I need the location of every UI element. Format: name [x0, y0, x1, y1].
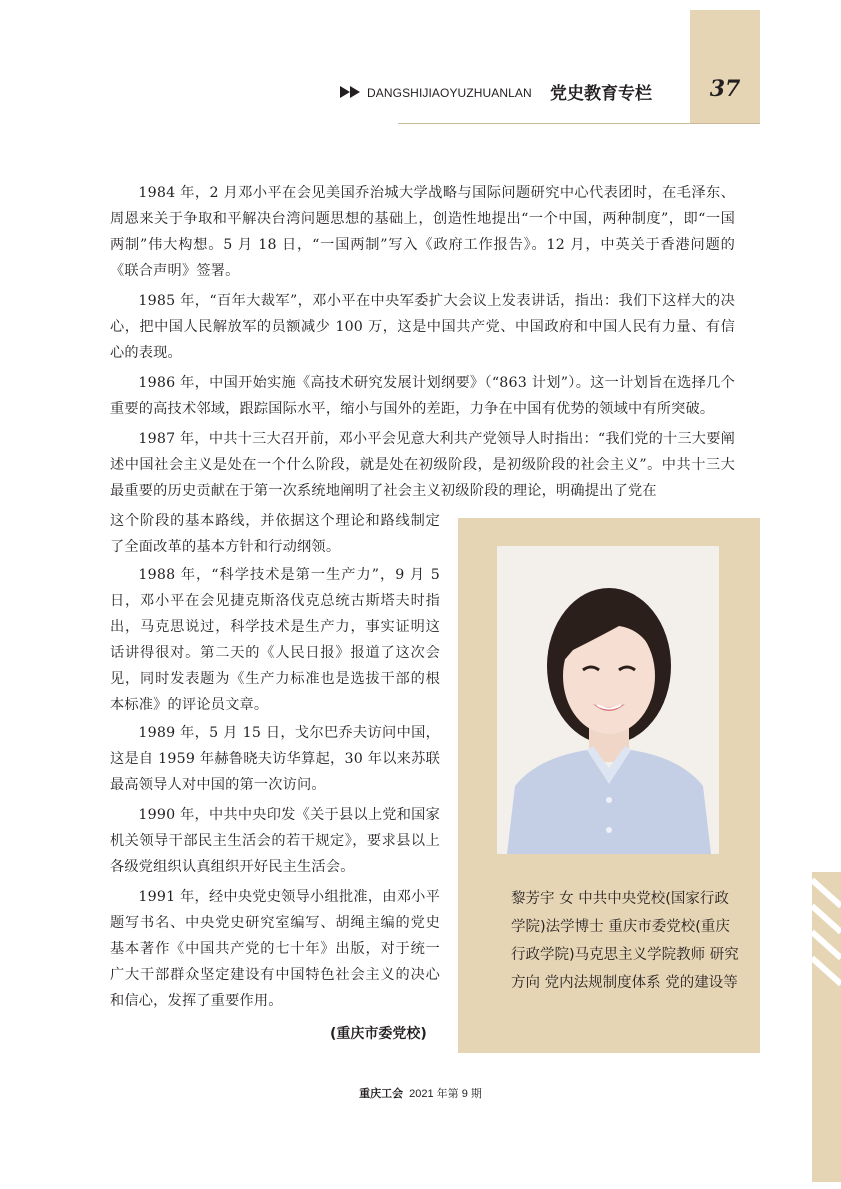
author-photo	[497, 546, 719, 854]
paragraph-1984: 1984 年，2 月邓小平在会见美国乔治城大学战略与国际问题研究中心代表团时，在毛泽东、周恩来关于争取和平解决台湾问题思想的基础上，创造性地提出“一个中国，两种制度”，即“一国两制”伟大构想。5 月 18 日，“一国两制”写入《政府工作报告》。12 月，中英关于香港问题的《联合声明》签署。	[110, 185, 735, 279]
paragraph-1989: 1989 年，5 月 15 日，戈尔巴乔夫访问中国，这是自 1959 年赫鲁晓夫访华算起，30 年以来苏联最高领导人对中国的第一次访问。	[110, 725, 440, 793]
paragraph-1987-continued: 这个阶段的基本路线，并依据这个理论和路线制定了全面改革的基本方针和行动纲领。	[110, 513, 440, 555]
header-divider	[398, 123, 760, 124]
paragraph-1990: 1990 年，中共中央印发《关于县以上党和国家机关领导干部民主生活会的若干规定》，要求县以上各级党组织认真组织开好民主生活会。	[110, 807, 440, 875]
footer	[0, 1085, 841, 1101]
footer-magazine-name: 重庆工会	[359, 1087, 404, 1100]
footer-issue: 2021 年第 9 期	[409, 1088, 482, 1100]
page-tab	[690, 10, 760, 123]
paragraph-1991: 1991 年，经中央党史领导小组批准，由邓小平题写书名、中央党史研究室编写、胡绳主编的党史基本著作《中国共产党的七十年》出版，对于统一广大干部群众坚定建设有中国特色社会主义的决心和信心，发挥了重要作用。	[110, 889, 440, 1009]
decorative-stripe-bar	[812, 872, 841, 1182]
paragraph-1986: 1986 年，中国开始实施《高技术研究发展计划纲要》（“863 计划”）。这一计划旨在选择几个重要的高技术邻域，跟踪国际水平，缩小与国外的差距，力争在中国有优势的领域中有所突破。	[110, 375, 735, 417]
header-pinyin: DANGSHIJIAOYUZHUANLAN	[367, 86, 532, 100]
paragraph-1987: 1987 年，中共十三大召开前，邓小平会见意大利共产党领导人时指出：“我们党的十三大要阐述中国社会主义是处在一个什么阶段，就是处在初级阶段，是初级阶段的社会主义”。中共十三大最重要的历史贡献在于第一次系统地阐明了社会主义初级阶段的理论，明确提出了党在	[110, 431, 735, 499]
paragraph-1988: 1988 年，“科学技术是第一生产力”，9 月 5 日，邓小平在会见捷克斯洛伐克总统古斯塔夫时指出，马克思说过，科学技术是生产力，事实证明这话讲得很对。第二天的《人民日报》报道了这次会见，同时发表题为《生产力标准也是选拔干部的根本标准》的评论员文章。	[110, 567, 440, 713]
header-column-title: 党史教育专栏	[550, 84, 652, 104]
stripe-pattern-icon	[812, 872, 841, 1182]
author-caption: 黎芳宇 女 中共中央党校(国家行政学院)法学博士 重庆市委党校(重庆行政学院)马克思主义学院教师 研究方向 党内法规制度体系 党的建设等	[511, 891, 739, 991]
author-unit: (重庆市委党校)	[330, 1026, 427, 1042]
page-number: 37	[709, 76, 741, 102]
paragraph-1985: 1985 年，“百年大裁军”，邓小平在中央军委扩大会议上发表讲话，指出：我们下这样大的决心，把中国人民解放军的员额减少 100 万，这是中国共产党、中国政府和中国人民有力量、有信心的表现。	[110, 293, 735, 361]
double-arrow-icon	[340, 86, 362, 98]
